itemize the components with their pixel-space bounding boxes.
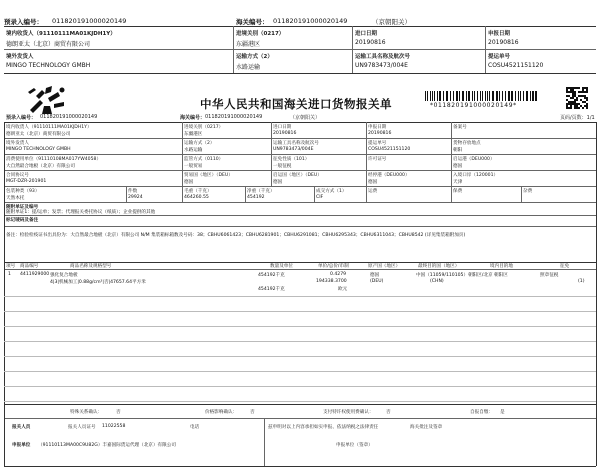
contract-no-value: MGT-DZR-201901: [6, 179, 47, 184]
top-transport-value: 水路运输: [236, 64, 261, 71]
transport-mode-value: 水路运输: [184, 148, 203, 153]
entry-port-city-value: 天津: [453, 180, 463, 185]
levy-nature-label: 征免性质（101）: [273, 157, 310, 162]
marks-label: 标记唛码及备注: [6, 218, 39, 223]
transit-port-label: 经停港（DEU000）: [368, 173, 410, 178]
import-date-label: 进口日期: [273, 125, 292, 130]
gross-weight-label: 毛重（千克）: [184, 189, 212, 194]
departure-country-value: 德国: [273, 180, 283, 185]
supervision-mode-value: 一般贸易: [184, 164, 203, 169]
shipper-value: MINGO TECHNOLOGY GMBH: [6, 147, 71, 152]
pack-type-label: 包装种类（93）: [6, 189, 40, 194]
top-entry-port-label: 进境关别（0217）: [236, 31, 285, 37]
departure-port-value: 德国: [453, 164, 463, 169]
barcode-icon: [425, 91, 553, 101]
price-effect-value: 否: [250, 410, 255, 415]
phone-label: 电话: [190, 425, 200, 430]
top-declare-date-value: 20190816: [488, 39, 519, 46]
special-relation-label: 特殊关系确认：: [70, 410, 103, 415]
goods-header-item: 项号: [6, 264, 16, 269]
form-title: 中华人民共和国海关进口货物报关单: [200, 97, 392, 111]
storage-place-label: 货物存放地点: [453, 141, 481, 146]
trade-country-label: 贸易国（地区）（DEU）: [184, 173, 233, 178]
top-consignee-value: 德朗亚太（北京）商贸有限公司: [6, 41, 91, 48]
consumer-label: 消费使用单位（91110108MA017YW4058）: [6, 157, 102, 162]
insurance-label: 保费: [453, 189, 463, 194]
marks-value: 备注：检验检疫证书出具份为：大自然最合地板（北京）有限公司 N/M 集装箱标箱数及号码：38；CBHU6061423；CBHU6281901；CBHU6291081；CBHU6295343；CBHU6311043；CBHU8542 (详见集装箱附加页): [6, 233, 466, 238]
contract-no-label: 合同协议号: [6, 173, 29, 178]
deal-mode-value: CIF: [316, 195, 324, 200]
docs-value: 随附单证1：提/运单；发票；代理报关委托协议（纸质）；企业提供的其他: [6, 210, 156, 215]
declare-unit-label: 申报单位: [12, 443, 31, 448]
consumer-value: 大自然最合地板（北京）有限公司: [6, 164, 75, 169]
entry-port-value: 东疆港区: [184, 132, 203, 137]
top-declare-date-label: 申报日期: [488, 31, 511, 37]
top-pre-entry-label: 预录入编号：: [4, 18, 43, 26]
pieces-label: 件数: [128, 189, 138, 194]
goods-domestic-dest: 照章征税: [540, 273, 559, 278]
customs-remark-label: 海关批注及签章: [410, 425, 443, 430]
form-customs-office: （京朝阳关）: [290, 115, 321, 121]
vessel-label: 运输工具名称及航次号: [273, 141, 319, 146]
declare-date-value: 20190816: [368, 131, 392, 136]
top-bl-label: 提运单号: [488, 54, 511, 60]
pack-type-value: 天然木托: [6, 196, 25, 201]
entry-port-label: 进境关别（0217）: [184, 125, 224, 130]
net-weight-value: 454192: [247, 195, 265, 200]
self-declare-label: 自报自缴：: [470, 410, 493, 415]
declarant-cert-label: 报关人员证号: [68, 425, 96, 430]
special-relation-value: 否: [116, 410, 121, 415]
goods-origin: 德国: [370, 273, 380, 278]
levy-nature-value: 一般征税: [273, 164, 292, 169]
self-declare-value: 是: [500, 410, 505, 415]
departure-country-label: 启运国（地区）（DEU）: [273, 173, 322, 178]
record-no-label: 备案号: [453, 125, 467, 130]
top-import-date-value: 20190816: [355, 39, 386, 46]
top-import-date-label: 进口日期: [355, 31, 378, 37]
barcode-text: *011820191000020149*: [430, 102, 517, 109]
deal-mode-label: 成交方式（1）: [316, 189, 347, 194]
goods-qty-2: 454192千克: [258, 287, 285, 292]
shipper-label: 境外发货人: [6, 141, 29, 146]
goods-header-hs: 商品编号: [20, 264, 39, 269]
royalty-label: 支付特许权使用费确认：: [323, 410, 374, 415]
royalty-value: 否: [386, 410, 391, 415]
top-customs-no-label: 海关编号：: [236, 18, 269, 26]
goods-header-levy: 征免: [560, 264, 570, 269]
departure-port-label: 启运港（DEU000）: [453, 157, 495, 162]
page-count: 页码/页数：1/1: [560, 115, 595, 121]
freight-label: 运费: [368, 189, 378, 194]
goods-spec: 4|3|机械加工|0.88g/cm³|否|47657.64平方米: [50, 280, 146, 285]
goods-header-domestic-dest: 境内目的地: [490, 264, 513, 269]
top-vessel-value: UN9783473/004E: [355, 62, 408, 69]
license-no-label: 许可证号: [368, 157, 387, 162]
top-customs-office: （京朝阳关）: [372, 18, 411, 26]
form-pre-entry-label: 预录入编号：: [6, 115, 37, 121]
qr-code-icon: [566, 87, 588, 109]
top-vessel-label: 运输工具名称及航次号: [355, 54, 411, 60]
top-bl-value: COSU4521151120: [488, 62, 544, 69]
declare-seal-label: 申报单位（签章）: [336, 443, 373, 448]
declare-date-label: 申报日期: [368, 125, 387, 130]
goods-item-no: 1: [8, 272, 11, 277]
goods-qty-1: 454192千克: [258, 273, 285, 278]
goods-name: 强化复合地板: [50, 273, 78, 278]
declare-unit-value: （91110113MA00C9U82G）丰嘉国际货运代理（北京）有限公司: [38, 443, 176, 448]
net-weight-label: 净重（千克）: [247, 189, 275, 194]
declare-statement: 兹申明对以上内容承担如实申报、依法纳税之法律责任: [268, 425, 379, 430]
goods-total-price: 194338.3700: [316, 279, 347, 284]
top-transport-label: 运输方式（2）: [236, 54, 273, 60]
top-consignee-label: 境内收货人（91110111MA01KJDH1Y）: [6, 31, 116, 37]
form-pre-entry-no: 011820191000020149: [40, 114, 98, 120]
transit-port-value: 德国: [368, 180, 378, 185]
top-shipper-value: MINGO TECHNOLOGY GMBH: [6, 62, 91, 69]
goods-header-origin: 原产国（地区）: [368, 264, 401, 269]
form-customs-no: 011820191000020149: [205, 114, 263, 120]
goods-header-price: 单价/总价/币制: [318, 264, 349, 269]
consignee-value: 德朗亚太（北京）商贸有限公司: [6, 132, 71, 137]
transport-mode-label: 运输方式（2）: [184, 141, 215, 146]
supervision-mode-label: 监管方式（0110）: [184, 157, 224, 162]
declarant-label: 报关人员: [12, 425, 31, 430]
bill-of-lading-label: 提运单号: [368, 141, 387, 146]
top-shipper-label: 境外发货人: [6, 54, 34, 60]
top-customs-no: 011820191000020149: [273, 17, 348, 25]
top-pre-entry-no: 011820191000020149: [52, 17, 127, 25]
form-customs-no-label: 海关编号：: [180, 115, 206, 121]
goods-unit-price: 0.4279: [330, 272, 347, 277]
consignee-label: 境内收货人（91110111MA01KJDH1Y）: [6, 125, 92, 130]
storage-place-value: 朝阳: [453, 148, 463, 153]
vessel-value: UN9783473/004E: [273, 147, 314, 152]
import-date-value: 20190816: [273, 131, 297, 136]
declarant-cert-value: 11022558: [102, 424, 126, 429]
goods-currency: 欧元: [338, 287, 348, 292]
gross-weight-value: 464260.55: [184, 195, 209, 200]
top-entry-port-value: 东疆港区: [236, 41, 261, 48]
goods-final-dest: 中国（11059/110105）朝阳区/北京 朝阳区: [416, 273, 508, 278]
goods-hs-code: 4411929000: [20, 272, 50, 277]
misc-fee-label: 杂费: [523, 189, 533, 194]
entry-port-city-label: 入境口岸（120001）: [453, 173, 499, 178]
pieces-value: 29924: [128, 195, 143, 200]
goods-final-dest-code: (CHN): [430, 279, 444, 284]
goods-levy: (1): [578, 279, 585, 284]
goods-header-final-dest: 最终目的国（地区）: [418, 264, 460, 269]
trade-country-value: 德国: [184, 180, 194, 185]
goods-origin-code: (DEU): [370, 279, 384, 284]
national-emblem-icon: [26, 84, 70, 118]
goods-header-qty: 数量及单位: [270, 264, 293, 269]
goods-header-name: 商品名称及规格型号: [70, 264, 112, 269]
bill-of-lading-value: COSU4521151120: [368, 147, 411, 152]
docs-label: 随附单证及编号: [6, 205, 39, 210]
price-effect-label: 价格影响确认：: [205, 410, 238, 415]
